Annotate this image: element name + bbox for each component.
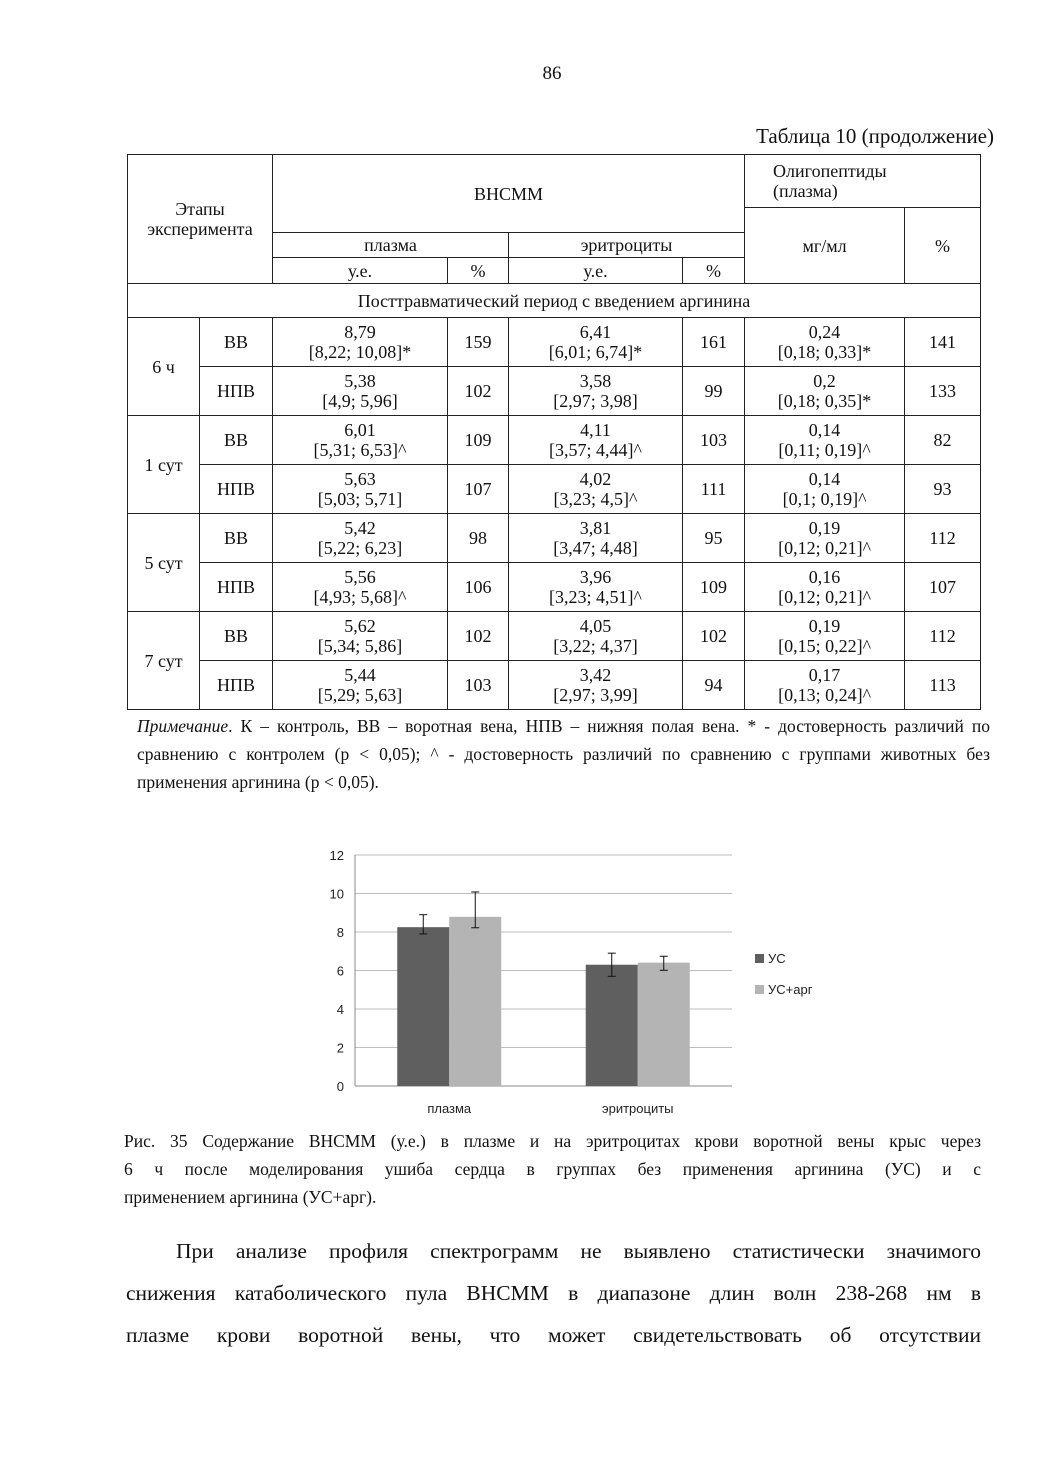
vein-cell: НПВ (200, 367, 273, 416)
erythro-pct-cell: 102 (683, 612, 745, 661)
bar-chart (300, 840, 860, 1125)
vein-cell: НПВ (200, 465, 273, 514)
data-table (127, 154, 981, 710)
caption-line: применением аргинина (УС+арг). (124, 1187, 377, 1207)
oligo-pct-cell: 112 (905, 612, 981, 661)
oligo-value-cell: 0,24 [0,18; 0,33]* (745, 318, 905, 367)
bar (449, 917, 501, 1086)
table-row (128, 465, 981, 514)
y-tick-label: 4 (336, 1002, 344, 1017)
paragraph-line: снижения катаболического пула ВНСММ в диапазоне длин волн 238-268 нм в (126, 1281, 981, 1305)
plasma-ue-header: у.е. (273, 258, 448, 284)
figure-caption (124, 1127, 981, 1211)
oligo-pct-cell: 113 (905, 661, 981, 710)
legend-label: УС (768, 951, 786, 966)
table-row (128, 563, 981, 612)
y-tick-label: 12 (329, 848, 344, 863)
bar (638, 963, 690, 1086)
oligo-value-cell: 0,19 [0,15; 0,22]^ (745, 612, 905, 661)
legend-swatch (755, 985, 764, 994)
plasma-pct-header: % (448, 258, 509, 284)
erythro-pct-cell: 161 (683, 318, 745, 367)
erythro-value-cell: 4,02 [3,23; 4,5]^ (509, 465, 683, 514)
vein-cell: НПВ (200, 563, 273, 612)
plasma-value-cell: 5,56 [4,93; 5,68]^ (273, 563, 448, 612)
plasma-header: плазма (273, 233, 509, 258)
oligo-value-cell: 0,17 [0,13; 0,24]^ (745, 661, 905, 710)
paragraph-line: плазме крови воротной вены, что может свидетельствовать об отсутствии (126, 1323, 981, 1347)
erythro-value-cell: 3,81 [3,47; 4,48] (509, 514, 683, 563)
plasma-pct-cell: 159 (448, 318, 509, 367)
plasma-value-cell: 5,38 [4,9; 5,96] (273, 367, 448, 416)
plasma-value-cell: 8,79 [8,22; 10,08]* (273, 318, 448, 367)
plasma-value-cell: 5,44 [5,29; 5,63] (273, 661, 448, 710)
plasma-pct-cell: 102 (448, 367, 509, 416)
erythro-value-cell: 4,11 [3,57; 4,44]^ (509, 416, 683, 465)
vein-cell: НПВ (200, 661, 273, 710)
stage-cell: 1 сут (128, 416, 200, 514)
note-label: Примечание (137, 716, 229, 736)
table-caption: Таблица 10 (продолжение) (756, 124, 994, 148)
erythro-pct-header: % (683, 258, 745, 284)
legend-label: УС+арг (768, 982, 813, 997)
stage-cell: 6 ч (128, 318, 200, 416)
erythro-value-cell: 6,41 [6,01; 6,74]* (509, 318, 683, 367)
oligo-pct-cell: 133 (905, 367, 981, 416)
erythrocytes-header: эритроциты (509, 233, 745, 258)
oligo-value-cell: 0,14 [0,1; 0,19]^ (745, 465, 905, 514)
oligo-pct-cell: 107 (905, 563, 981, 612)
table-row (128, 367, 981, 416)
oligo-value-cell: 0,14 [0,11; 0,19]^ (745, 416, 905, 465)
erythro-value-cell: 3,96 [3,23; 4,51]^ (509, 563, 683, 612)
table-row (128, 514, 981, 563)
oligo-pct-cell: 112 (905, 514, 981, 563)
y-tick-label: 8 (336, 925, 344, 940)
erythro-value-cell: 3,42 [2,97; 3,99] (509, 661, 683, 710)
mg-ml-header: мг/мл (745, 208, 905, 284)
note-text: . К – контроль, ВВ – воротная вена, НПВ – нижняя полая вена. * - достоверность различий по сравнению с контролем (р < 0,05); ^ - достоверность различий по сравнению с группами животных без применения аргинина (р < 0,05). (137, 716, 990, 792)
plasma-pct-cell: 109 (448, 416, 509, 465)
y-tick-label: 0 (336, 1079, 344, 1094)
page-number: 86 (542, 63, 562, 84)
caption-line: 6 ч после моделирования ушиба сердца в группах без применения аргинина (УС) и с (124, 1159, 981, 1179)
vein-cell: ВВ (200, 318, 273, 367)
y-tick-label: 2 (336, 1040, 344, 1056)
erythro-pct-cell: 103 (683, 416, 745, 465)
plasma-pct-cell: 107 (448, 465, 509, 514)
table-note (137, 712, 990, 796)
caption-line: Рис. 35 Содержание ВНСММ (у.е.) в плазме и на эритроцитах крови воротной вены крыс через (124, 1131, 981, 1151)
table-row (128, 416, 981, 465)
plasma-value-cell: 5,62 [5,34; 5,86] (273, 612, 448, 661)
vein-cell: ВВ (200, 514, 273, 563)
table-row (128, 612, 981, 661)
plasma-value-cell: 6,01 [5,31; 6,53]^ (273, 416, 448, 465)
paragraph-line: При анализе профиля спектрограмм не выявлено статистически значимого (176, 1239, 981, 1263)
plasma-pct-cell: 103 (448, 661, 509, 710)
oligopeptide-header: Олигопептиды (плазма) (745, 155, 981, 208)
erythro-pct-cell: 99 (683, 367, 745, 416)
erythro-pct-cell: 95 (683, 514, 745, 563)
y-tick-label: 10 (329, 886, 344, 902)
plasma-pct-cell: 106 (448, 563, 509, 612)
stage-cell: 5 сут (128, 514, 200, 612)
table-row (128, 661, 981, 710)
plasma-pct-cell: 98 (448, 514, 509, 563)
stage-header: Этапы эксперимента (128, 155, 273, 284)
oligo-value-cell: 0,16 [0,12; 0,21]^ (745, 563, 905, 612)
section-row: Посттравматический период с введением аргинина (128, 284, 981, 318)
vein-cell: ВВ (200, 612, 273, 661)
erythro-value-cell: 4,05 [3,22; 4,37] (509, 612, 683, 661)
erythro-pct-cell: 109 (683, 563, 745, 612)
plasma-pct-cell: 102 (448, 612, 509, 661)
erythro-pct-cell: 94 (683, 661, 745, 710)
vnsmm-header: ВНСММ (273, 155, 745, 233)
oligo-pct-cell: 141 (905, 318, 981, 367)
stage-cell: 7 сут (128, 612, 200, 710)
oligo-pct-header: % (905, 208, 981, 284)
bar (397, 927, 449, 1086)
legend-swatch (755, 954, 764, 963)
plasma-value-cell: 5,42 [5,22; 6,23] (273, 514, 448, 563)
erythro-ue-header: у.е. (509, 258, 683, 284)
plasma-value-cell: 5,63 [5,03; 5,71] (273, 465, 448, 514)
vein-cell: ВВ (200, 416, 273, 465)
table-row (128, 318, 981, 367)
x-tick-label: эритроциты (601, 1101, 674, 1116)
y-tick-label: 6 (336, 963, 344, 979)
erythro-pct-cell: 111 (683, 465, 745, 514)
oligo-value-cell: 0,2 [0,18; 0,35]* (745, 367, 905, 416)
oligo-value-cell: 0,19 [0,12; 0,21]^ (745, 514, 905, 563)
oligo-pct-cell: 93 (905, 465, 981, 514)
body-paragraph (126, 1230, 981, 1356)
erythro-value-cell: 3,58 [2,97; 3,98] (509, 367, 683, 416)
x-tick-label: плазма (427, 1101, 472, 1116)
oligo-pct-cell: 82 (905, 416, 981, 465)
bar (586, 965, 638, 1086)
